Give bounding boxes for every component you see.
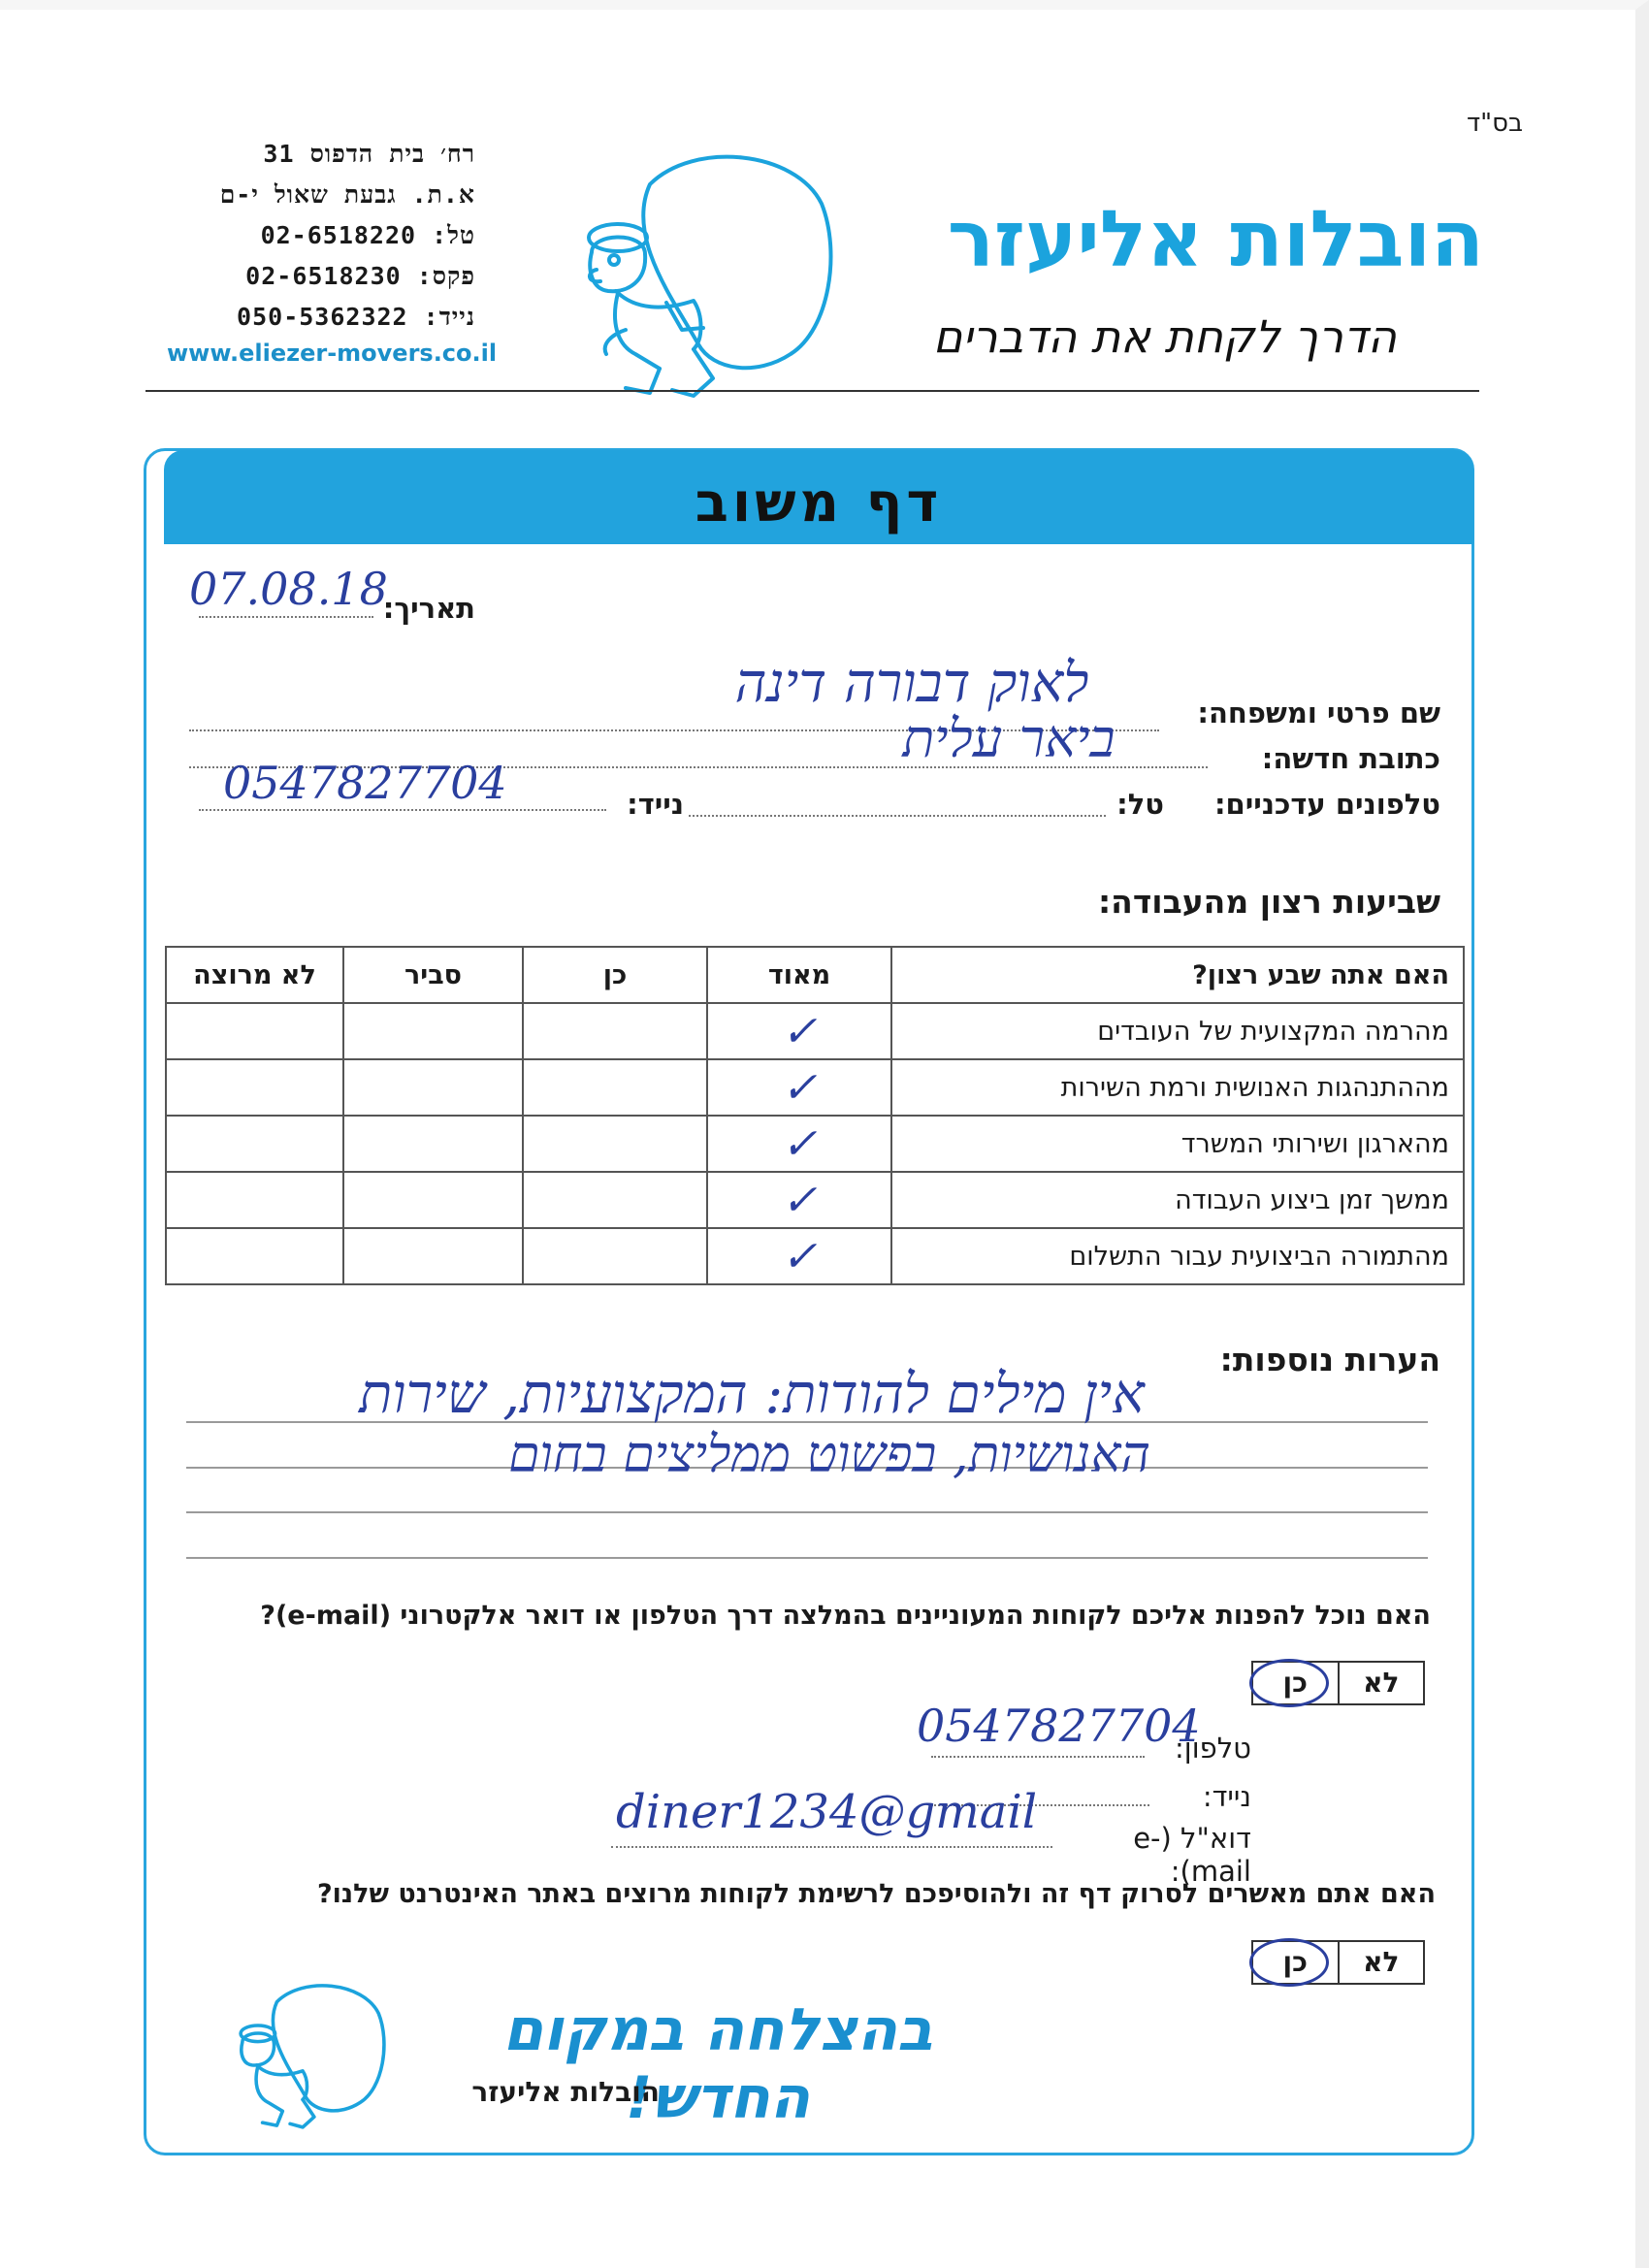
website-link[interactable]: www.eliezer-movers.co.il [167,340,498,367]
mover-small-icon [221,1979,396,2134]
col-unsatisfied: לא מרוצה [166,947,343,1003]
yes-cell[interactable] [523,1116,707,1172]
slogan: הדרך לקחת את הדברים [932,310,1397,363]
mobile-line: נייד: 050-5362322 [237,303,475,331]
contact-question: האם נוכל להפנות אליכם לקוחות המעוניינים בהמלצה דרך הטלפון או דואר אלקטרוני (e-mail)? [260,1601,1431,1631]
website-yes-option[interactable]: כן [1253,1942,1340,1983]
email-line [611,1846,1052,1848]
website-yes-circle [1249,1938,1329,1987]
tel-line [689,815,1106,817]
closing-signature: הובלות אליעזר [471,2076,660,2108]
table-row [166,1059,1464,1116]
form-title: דף משוב [695,471,943,535]
unsatisfied-cell[interactable] [166,1003,343,1059]
date-value[interactable]: 07.08.18 [189,563,388,615]
table-header-row [166,947,1464,1003]
contact-no-option[interactable]: לא [1363,1667,1400,1699]
contact-mobile-label: נייד: [1202,1780,1251,1813]
phones-label: טלפונים עדכניים: [1213,788,1440,821]
col-very: מאוד [707,947,891,1003]
yes-cell[interactable] [523,1172,707,1228]
notes-handwritten-2[interactable]: האנושיות, בפשוט ממליצים בחום [508,1426,1150,1484]
email-label: דוא"ל (e-mail): [1133,1822,1251,1888]
reasonable-cell[interactable] [343,1059,523,1116]
reasonable-cell[interactable] [343,1172,523,1228]
very-check-mark[interactable]: ✓ [707,1116,891,1172]
row-question: ממשך זמן ביצוע העבודה [891,1172,1464,1228]
phone-line: טל: 02-6518220 [260,221,475,249]
notes-line-3 [186,1511,1428,1513]
table-row [166,1172,1464,1228]
row-question: מההתנהגות האנושית ורמת השירות [891,1059,1464,1116]
address-area: א.ת. גבעת שאול י-ם [219,180,475,209]
address-street: רח׳ בית הדפוס 31 [263,140,475,168]
very-check-mark[interactable]: ✓ [707,1003,891,1059]
row-question: מהרמה המקצועית של העובדים [891,1003,1464,1059]
contact-block [146,134,475,338]
contact-yes-option[interactable]: כן [1253,1663,1340,1703]
mobile-line [199,809,606,811]
contact-phone-line [931,1756,1145,1758]
col-yes: כן [523,947,707,1003]
unsatisfied-cell[interactable] [166,1228,343,1284]
address-label: כתובת חדשה: [1261,742,1440,775]
mobile-label: נייד: [627,788,684,821]
row-question: מהתמורה הביצועית עבור התשלום [891,1228,1464,1284]
very-check-mark[interactable]: ✓ [707,1172,891,1228]
reasonable-cell[interactable] [343,1003,523,1059]
name-label: שם פרטי ומשפחה: [1197,697,1440,729]
notes-line-4 [186,1557,1428,1559]
closing-wish: בהצלחה במקום החדש! [502,1996,933,2132]
header-rule [146,390,1479,392]
table-row [166,1228,1464,1284]
notes-handwritten-1[interactable]: אין מילים להודות: המקצועיות, שירות [359,1363,1145,1426]
yes-cell[interactable] [523,1059,707,1116]
table-row [166,1116,1464,1172]
address-value[interactable]: ביאר עלית [902,708,1116,769]
col-reasonable: סביר [343,947,523,1003]
mobile-value[interactable]: 0547827704 [223,757,507,809]
unsatisfied-cell[interactable] [166,1172,343,1228]
col-question: האם אתה שבע רצון? [891,947,1464,1003]
date-line [199,616,373,618]
fax-line: פקס: 02-6518230 [245,262,475,290]
table-row [166,1003,1464,1059]
contact-yes-circle [1249,1659,1329,1707]
mover-carrying-sack-icon [558,146,849,407]
unsatisfied-cell[interactable] [166,1059,343,1116]
yes-cell[interactable] [523,1228,707,1284]
contact-phone-value[interactable]: 0547827704 [917,1700,1201,1752]
reasonable-cell[interactable] [343,1116,523,1172]
website-question: האם אתם מאשרים לסרוק דף זה ולהוסיפכם לרשימת לקוחות מרוצים באתר האינטרנט שלנו? [316,1879,1436,1909]
satisfaction-heading: שביעות רצון מהעבודה: [1097,883,1440,921]
reasonable-cell[interactable] [343,1228,523,1284]
very-check-mark[interactable]: ✓ [707,1059,891,1116]
contact-phone-label: טלפון: [1175,1732,1251,1765]
very-check-mark[interactable]: ✓ [707,1228,891,1284]
unsatisfied-cell[interactable] [166,1116,343,1172]
tel-label: טל: [1116,788,1164,821]
email-value[interactable]: diner1234@gmail [616,1785,1038,1839]
name-value[interactable]: לאוק דבורה דינה [734,652,1089,715]
satisfaction-table [165,946,1465,1285]
row-question: מהארגון ושירותי המשרד [891,1116,1464,1172]
website-no-option[interactable]: לא [1363,1946,1400,1978]
brand-name: הובלות אליעזר [947,194,1484,284]
yes-cell[interactable] [523,1003,707,1059]
notes-heading: הערות נוספות: [1219,1341,1440,1378]
bsd-mark: בס"ד [1466,109,1523,138]
date-label: תאריך: [382,592,475,625]
